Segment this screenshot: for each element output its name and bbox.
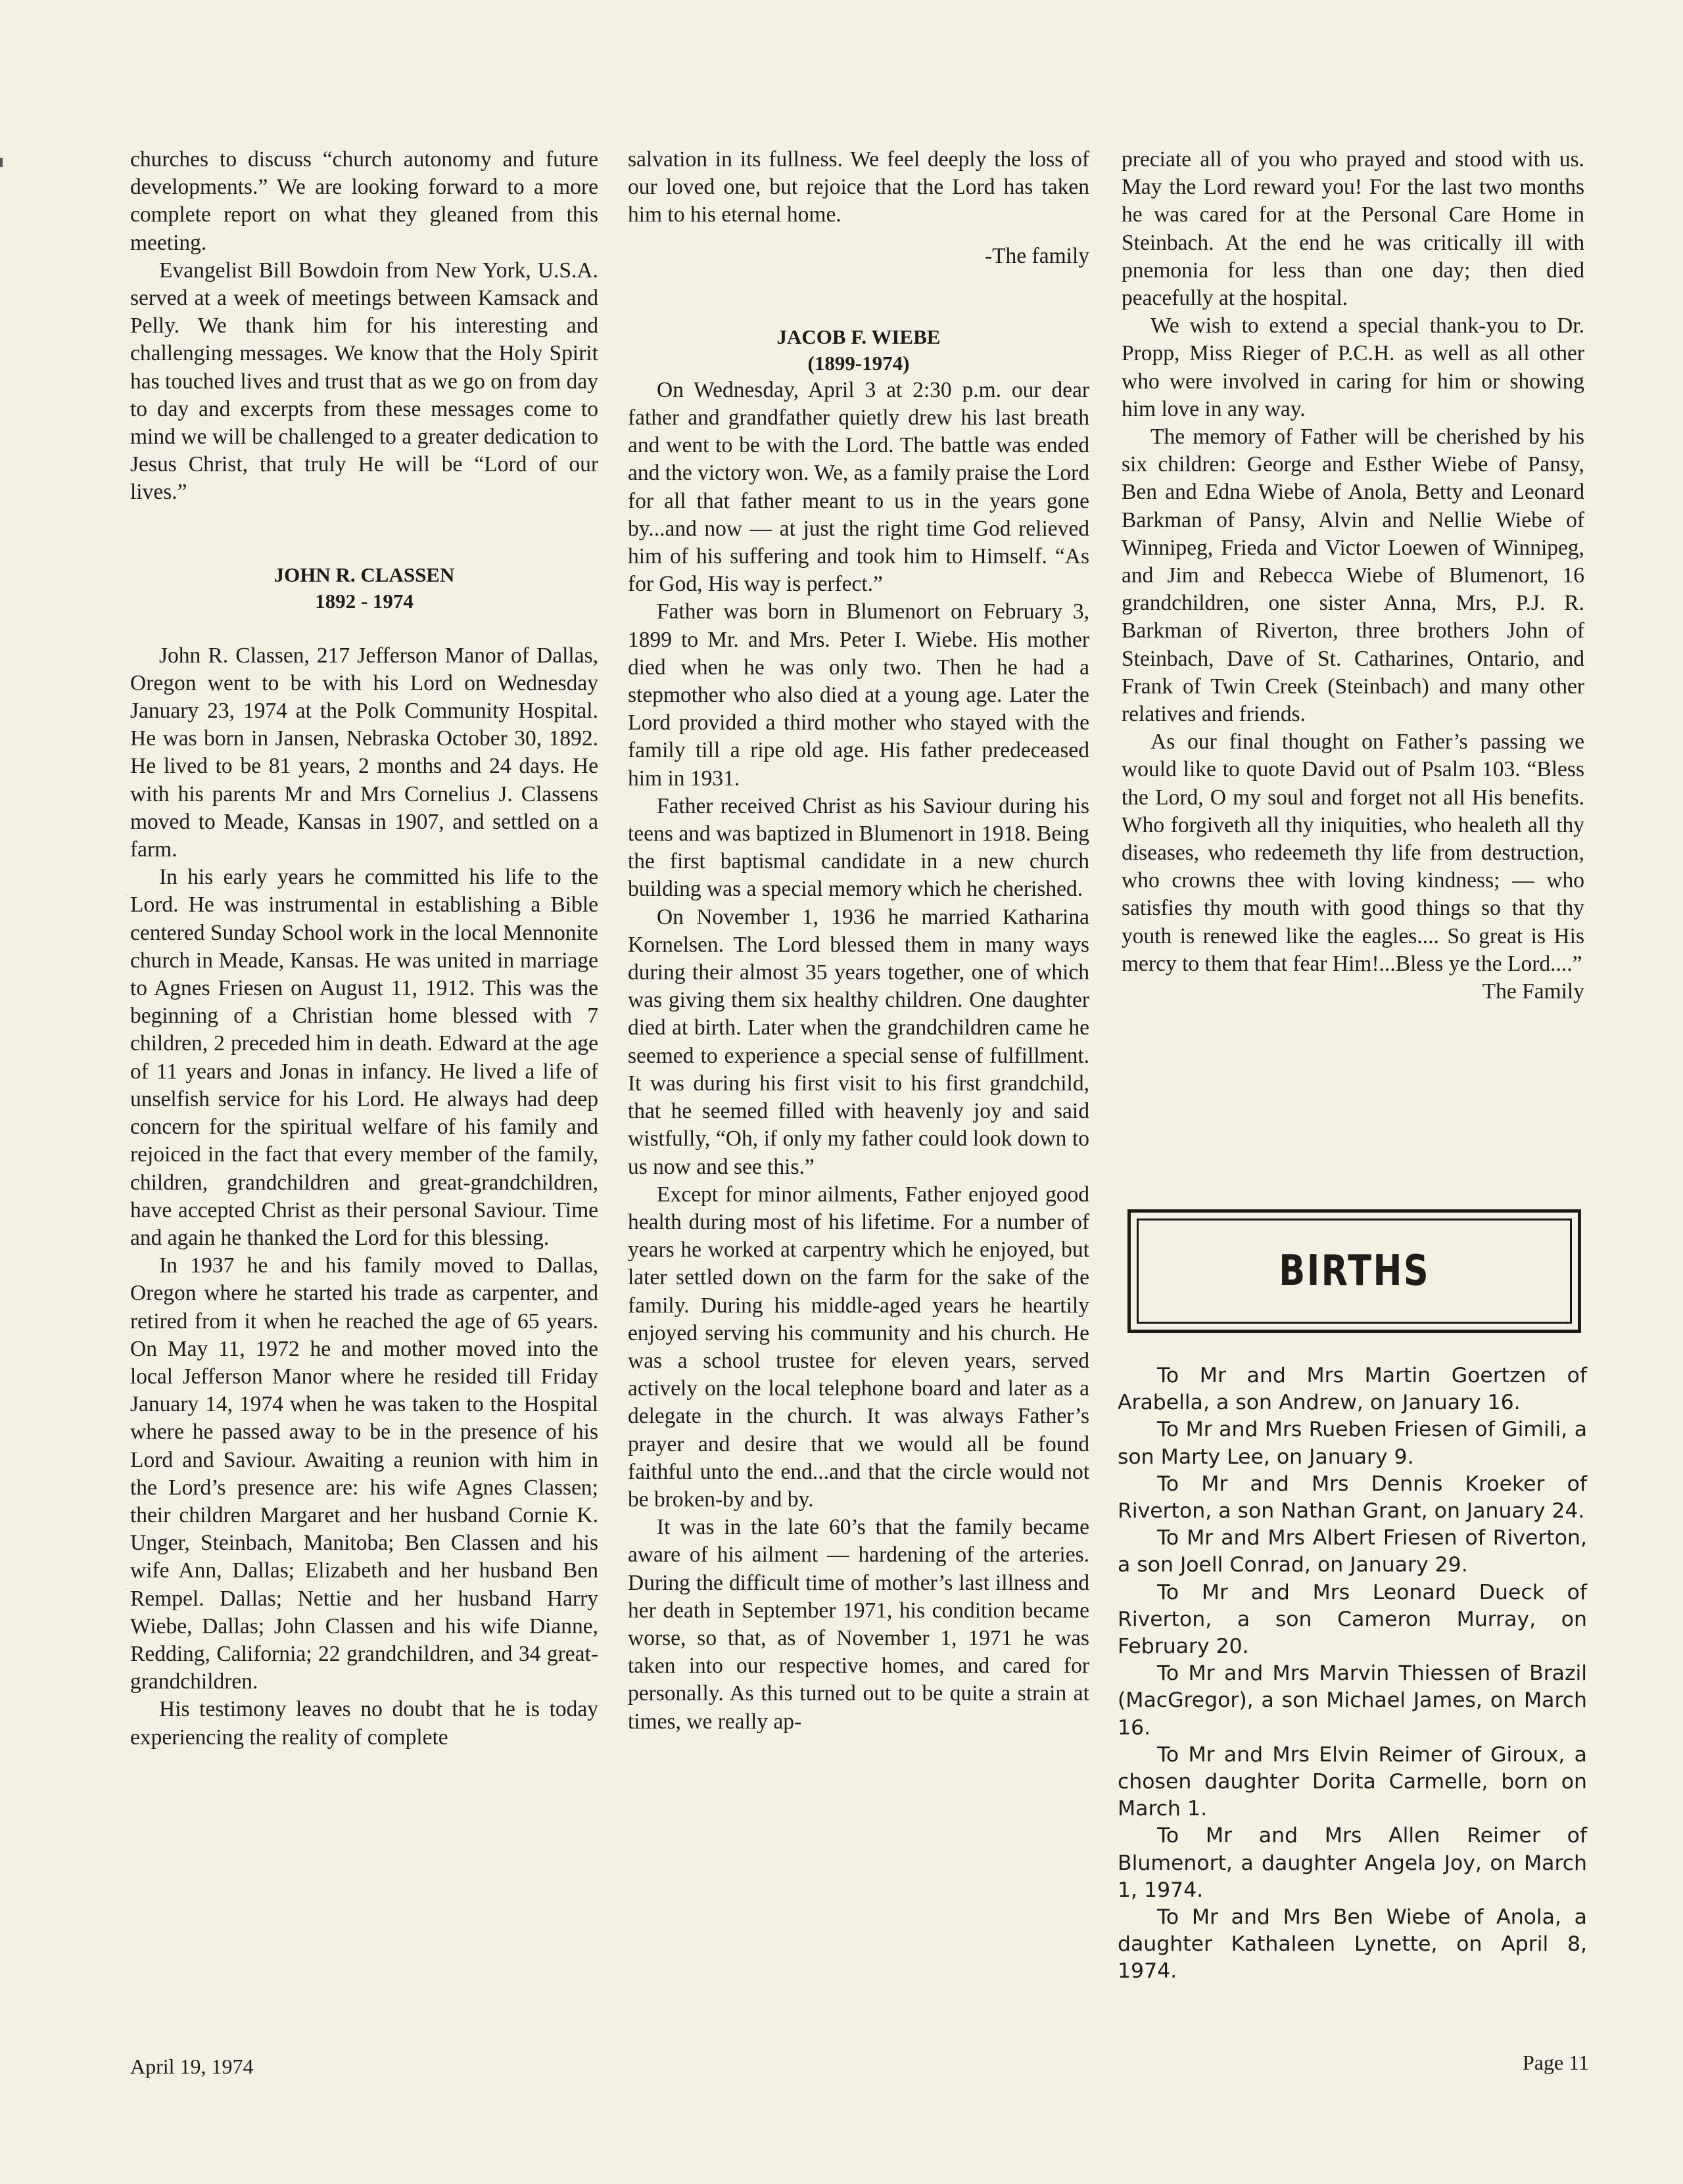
births-heading-box (1127, 1209, 1581, 1333)
paragraph: preciate all of you who prayed and stood with us. May the Lord reward you! For the last two months he was cared for at the Personal Care Home in Steinbach. At the end he was critically ill with pnemonia for less than one day; then died peacefully at the hospital. (1122, 147, 1584, 311)
binding-mark (0, 158, 3, 167)
paragraph: Father received Christ as his Saviour during his teens and was baptized in Blumenort in 1918. Being the first baptismal candidate in a new church building was a special memory which he cherished. (628, 793, 1089, 902)
signature: -The family (984, 243, 1089, 268)
paragraph: In 1937 he and his family moved to Dallas, Oregon where he started his trade as carpenter, and retired from it when he reached the age of 65 years. On May 11, 1972 he and mother moved into the local Jefferson Manor where he resided till Friday January 14, 1974 when he was taken to the Hospital where he passed away to be in the presence of his Lord and Saviour. Awaiting a reunion with him in the Lord’s presence are: his wife Agnes Classen; their children Margaret and her husband Cornie K. Unger, Steinbach, Manitoba; Ben Classen and his wife Ann, Dallas; Elizabeth and her husband Ben Rempel. Dallas; Nettie and her husband Harry Wiebe, Dallas; John Classen and his wife Dianne, Redding, California; 22 grandchildren, and 34 great-grandchildren. (130, 1253, 598, 1694)
obituary-years: (1899-1974) (807, 351, 910, 375)
birth-entry: To Mr and Mrs Elvin Reimer of Giroux, a chosen daughter Dorita Carmelle, born on March 1. (1118, 1742, 1587, 1821)
birth-entry: To Mr and Mrs Allen Reimer of Blumenort, a daughter Angela Joy, on March 1, 1974. (1118, 1824, 1587, 1902)
column-1 (130, 146, 598, 1752)
obituary-name: JACOB F. WIEBE (776, 325, 941, 348)
obituary-heading-wiebe (628, 324, 1089, 377)
birth-entry: To Mr and Mrs Martin Goertzen of Arabella, a son Andrew, on January 16. (1118, 1364, 1587, 1415)
birth-entry: To Mr and Mrs Marvin Thiessen of Brazil (MacGregor), a son Michael James, on March 16. (1118, 1661, 1587, 1740)
paragraph: His testimony leaves no doubt that he is today experiencing the reality of complete (130, 1697, 598, 1750)
page-number: Page 11 (1522, 2051, 1589, 2074)
signature: The Family (1482, 979, 1584, 1004)
paragraph: The memory of Father will be cherished by his six children: George and Esther Wiebe of Pansy, Ben and Edna Wiebe of Anola, Betty and Leonard Barkman of Pansy, Alvin and Nellie Wiebe of Winnipeg, Frieda and Victor Loewen of Winnipeg, and Jim and Rebecca Wiebe of Blumenort, 16 grandchildren, one sister Anna, Mrs, P.J. R. Barkman of Riverton, three brothers John of Steinbach, Dave of St. Catharines, Ontario, and Frank of Twin Creek (Steinbach) and many other relatives and friends. (1122, 425, 1584, 727)
paragraph: We wish to extend a special thank-you to Dr. Propp, Miss Rieger of P.C.H. as well as all other who were involved in caring for him or showing him love in any way. (1122, 314, 1584, 421)
births-title: BIRTHS (1279, 1247, 1430, 1295)
births-list (1118, 1362, 1587, 1986)
paragraph: On November 1, 1936 he married Katharina Kornelsen. The Lord blessed them in many ways during their almost 35 years together, one of which was giving them six healthy children. One daughter died at birth. Later when the grandchildren came he seemed to experience a special sense of fulfillment. It was during his first visit to his first grandchild, that he seemed filled with heavenly joy and said wistfully, “Oh, if only my father could look down to us now and see this.” (628, 904, 1089, 1179)
paragraph: In his early years he committed his life to the Lord. He was instrumental in establishing a Bible centered Sunday School work in the local Mennonite church in Meade, Kansas. He was united in marriage to Agnes Friesen on August 11, 1912. This was the beginning of a Christian home blessed with 7 children, 2 preceded him in death. Edward at the age of 11 years and Jonas in infancy. He lived a life of unselfish service for his Lord. He always had deep concern for the spiritual welfare of his family and rejoiced in the fact that every member of the family, children, grandchildren and great-grandchildren, have accepted Christ as their personal Saviour. Time and again he thanked the Lord for this blessing. (130, 865, 598, 1250)
obituary-years: 1892 - 1974 (315, 589, 414, 613)
birth-entry: To Mr and Mrs Rueben Friesen of Gimili, a son Marty Lee, on January 9. (1118, 1418, 1587, 1469)
column-2 (628, 146, 1089, 1736)
obituary-heading-classen (130, 562, 598, 615)
birth-entry: To Mr and Mrs Dennis Kroeker of Riverton, a son Nathan Grant, on January 24. (1118, 1472, 1587, 1523)
paragraph: On Wednesday, April 3 at 2:30 p.m. our dear father and grandfather quietly drew his last breath and went to be with the Lord. The battle was ended and the victory won. We, as a family praise the Lord for all that father meant to us in the years gone by...and now — at just the right time God relieved him of his suffering and took him to Himself. “As for God, His way is perfect.” (628, 377, 1089, 597)
paragraph: churches to discuss “church autonomy and future developments.” We are looking forward to a more complete report on what they gleaned from this meeting. (130, 147, 598, 255)
obituary-name: JOHN R. CLASSEN (273, 563, 455, 586)
births-heading-inner-frame (1137, 1219, 1572, 1324)
birth-entry: To Mr and Mrs Albert Friesen of Riverton, a son Joell Conrad, on January 29. (1118, 1526, 1587, 1577)
birth-entry: To Mr and Mrs Ben Wiebe of Anola, a daughter Kathaleen Lynette, on April 8, 1974. (1118, 1905, 1587, 1984)
paragraph: John R. Classen, 217 Jefferson Manor of Dallas, Oregon went to be with his Lord on Wednesday January 23, 1974 at the Polk Community Hospital. He was born in Jansen, Nebraska October 30, 1892. He lived to be 81 years, 2 months and 24 days. He with his parents Mr and Mrs Cornelius J. Classens moved to Meade, Kansas in 1907, and settled on a farm. (130, 643, 598, 862)
column-3 (1122, 146, 1584, 1006)
footer-date: April 19, 1974 (130, 2055, 254, 2078)
paragraph: Father was born in Blumenort on February 3, 1899 to Mr. and Mrs. Peter I. Wiebe. His mother died when he was only two. Then he had a stepmother who also died at a young age. Later the Lord provided a third mother who stayed with the family till a ripe old age. His father predeceased him in 1931. (628, 599, 1089, 791)
birth-entry: To Mr and Mrs Leonard Dueck of Riverton, a son Cameron Murray, on February 20. (1118, 1580, 1587, 1659)
paragraph: As our final thought on Father’s passing we would like to quote David out of Psalm 103. “Bless the Lord, O my soul and forget not all His benefits. Who forgiveth all thy iniquities, who healeth all thy diseases, who redeemeth thy life from destruction, who crowns thee with loving kindness; — who satisfies thy mouth with good things so that thy youth is renewed like the eagles.... So great is His mercy to them that fear Him!...Bless ye the Lord....” (1122, 730, 1584, 976)
paragraph: salvation in its fullness. We feel deeply the loss of our loved one, but rejoice that the Lord has taken him to his eternal home. (628, 147, 1089, 227)
paragraph: Evangelist Bill Bowdoin from New York, U.S.A. served at a week of meetings between Kamsack and Pelly. We thank him for his interesting and challenging messages. We know that the Holy Spirit has touched lives and trust that as we go on from day to day and excerpts from these messages come to mind we will be challenged to a greater dedication to Jesus Christ, that truly He will be “Lord of our lives.” (130, 258, 598, 505)
paragraph: Except for minor ailments, Father enjoyed good health during most of his lifetime. For a number of years he worked at carpentry which he enjoyed, but later settled down on the farm for the sake of the family. During his middle-aged years he heartily enjoyed serving his community and his church. He was a school trustee for eleven years, served actively on the local telephone board and later as a delegate in the church. It was always Father’s prayer and desire that we would all be found faithful unto the end...and that the circle would not be broken-by and by. (628, 1182, 1089, 1512)
paragraph: It was in the late 60’s that the family became aware of his ailment — hardening of the arteries. During the difficult time of mother’s last illness and her death in September 1971, his condition became worse, so that, as of November 1, 1971 he was taken into our respective homes, and cared for personally. As this turned out to be quite a strain at times, we really ap- (628, 1515, 1089, 1734)
